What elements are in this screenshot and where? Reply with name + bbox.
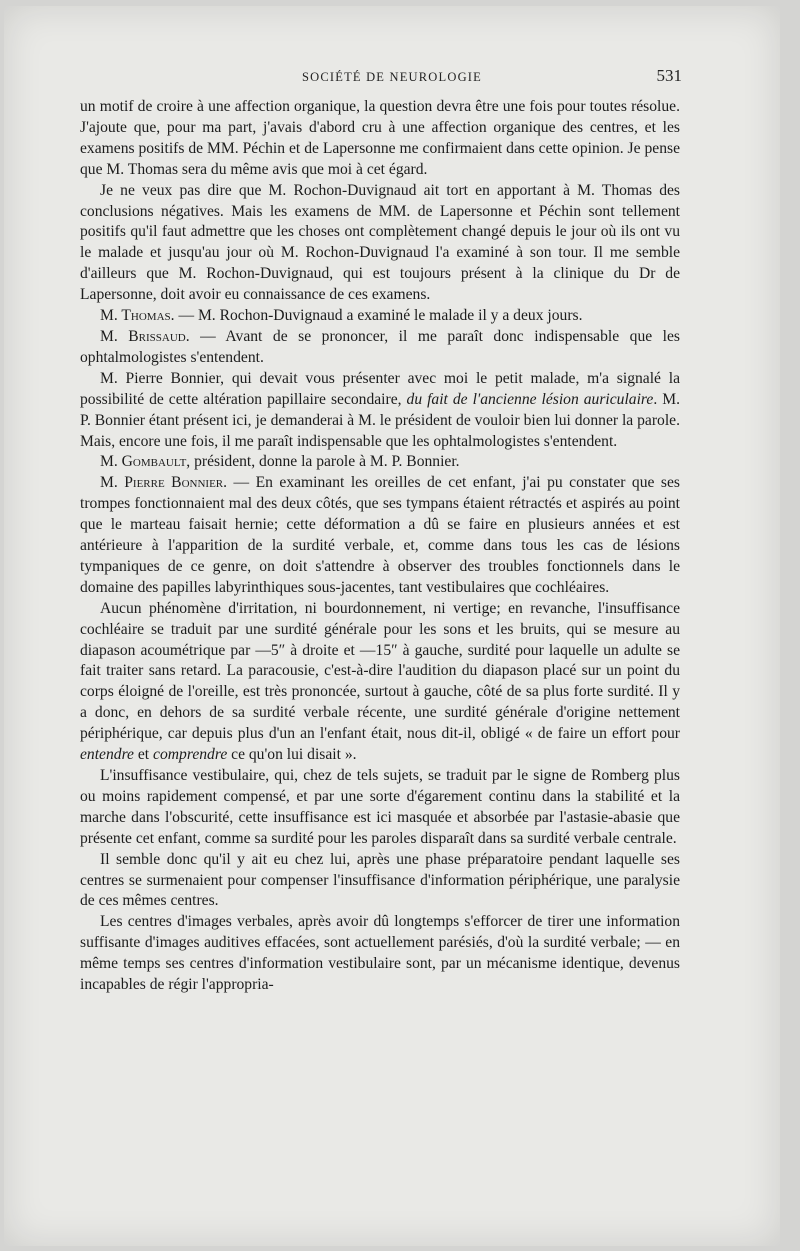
speech-text: Aucun phénomène d'irritation, ni bourdonnement, ni vertige; en revanche, l'insuffisance cochléaire se traduit par une surdité générale pour les sons et les bruits, qui se mesure au diapason acoumétrique par —5″ à droite et —15″ à gauche, surdité pour laquelle un adulte se fait traiter sans retard. La paracousie, c'est-à-dire l'audition du diapason placé sur un point du corps éloigné de l'oreille, est très prononcée, surtout à gauche, côté de sa plus forte surdité. Il y a donc, en dehors de sa surdité verbale récente, une surdité générale d'origine nettement périphérique, car depuis plus d'un an l'enfant était, nous dit-il, obligé « de faire un effort pour: [80, 599, 680, 743]
paragraph-10: Il semble donc qu'il y ait eu chez lui, après une phase préparatoire pendant laquelle ses centres se surmenaient pour compenser l'insuffisance d'information périphérique, une paralysie de ces mêmes centres.: [80, 850, 680, 910]
speaker-name: M. Pierre Bonnier.: [100, 474, 228, 492]
italic-phrase: du fait de l'ancienne lésion auriculaire: [406, 390, 654, 408]
paragraph-6: [80, 452, 680, 473]
italic-word: comprendre: [153, 746, 228, 764]
speech-text: M. Pierre Bonnier, qui devait vous présenter avec moi le petit malade, m'a signalé la possibilité de cette altération papillaire secondaire,: [80, 369, 680, 408]
speech-text: et: [133, 746, 154, 764]
paragraph-3: [80, 306, 680, 327]
speech-text: — Avant de se prononcer, il me paraît donc indispensable que les ophtalmologistes s'entendent.: [80, 327, 681, 366]
paragraph-7: [80, 473, 680, 598]
speech-text: — M. Rochon-Duvignaud a examiné le malade il y a deux jours.: [174, 307, 583, 325]
paragraph-2: Je ne veux pas dire que M. Rochon-Duvignaud ait tort en apportant à M. Thomas des conclusions négatives. Mais les examens de MM. de Lapersonne et Péchin sont tellement positifs qu'il faut admettre que les choses ont complètement changé depuis le jour où ils ont vu le malade et jusqu'au jour où M. Rochon-Duvignaud l'a examiné à son tour. Il me semble d'ailleurs que M. Rochon-Duvignaud, qui est toujours présent à la clinique du Dr de Lapersonne, doit avoir eu connaissance de ces examens.: [80, 181, 680, 304]
italic-word: entendre: [80, 746, 134, 764]
speech-text: ce qu'on lui disait ».: [227, 746, 357, 764]
running-title: SOCIÉTÉ DE NEUROLOGIE: [301, 70, 483, 84]
paragraph-5: [80, 369, 680, 453]
paragraph-4: [80, 327, 680, 369]
speech-text: — En examinant les oreilles de cet enfant, j'ai pu constater que ses trompes fonctionnaient mal des deux côtés, que ses tympans étaient rétractés et aspirés au point que le marteau faisait hernie; cette déformation a dû se faire en plusieurs années et est antérieure à l'apparition de la surdité verbale, et, comme dans tous les cas de lésions tympaniques de ce genre, on doit s'attendre à observer des troubles fonctionnels dans le domaine des papilles labyrinthiques sous-jacentes, tant vestibulaires que cochléaires.: [80, 474, 680, 596]
page-number: 531: [656, 66, 682, 85]
speech-text: . M. P. Bonnier étant présent ici, je demanderai à M. le président de vouloir bien lui donner la parole. Mais, encore une fois, il me paraît indispensable que les ophtalmologistes s'entendent.: [80, 390, 680, 450]
body-text: [80, 97, 680, 996]
paragraph-8: [80, 599, 680, 766]
speaker-name: M. Gombault,: [100, 453, 191, 471]
paragraph-9: L'insuffisance vestibulaire, qui, chez de tels sujets, se traduit par le signe de Romberg plus ou moins rapidement compensé, et par une sorte d'égarement continu dans la stabilité et la marche dans l'obscurité, cette insuffisance est ici masquée et absorbée par l'astasie-abasie que présente cet enfant, comme sa surdité pour les paroles disparaît dans sa surdité verbale centrale.: [80, 767, 680, 847]
page-header: [4, 66, 780, 90]
speech-text: président, donne la parole à M. P. Bonnier.: [190, 453, 460, 471]
speaker-name: M. Brissaud.: [100, 327, 190, 345]
speaker-name: M. Thomas.: [100, 307, 175, 325]
paragraph-1: un motif de croire à une affection organique, la question devra être une fois pour toutes résolue. J'ajoute que, pour ma part, j'avais d'abord cru à une affection organique des centres, et les examens positifs de MM. Péchin et de Lapersonne me confirmaient dans cette opinion. Je pense que M. Thomas sera du même avis que moi à cet égard.: [80, 98, 680, 178]
paragraph-11: Les centres d'images verbales, après avoir dû longtemps s'efforcer de tirer une information suffisante d'images auditives effacées, sont actuellement parésiés, d'où la surdité verbale; — en même temps ses centres d'information vestibulaire sont, par un mécanisme identique, devenus incapables de régir l'appropria-: [80, 913, 680, 994]
